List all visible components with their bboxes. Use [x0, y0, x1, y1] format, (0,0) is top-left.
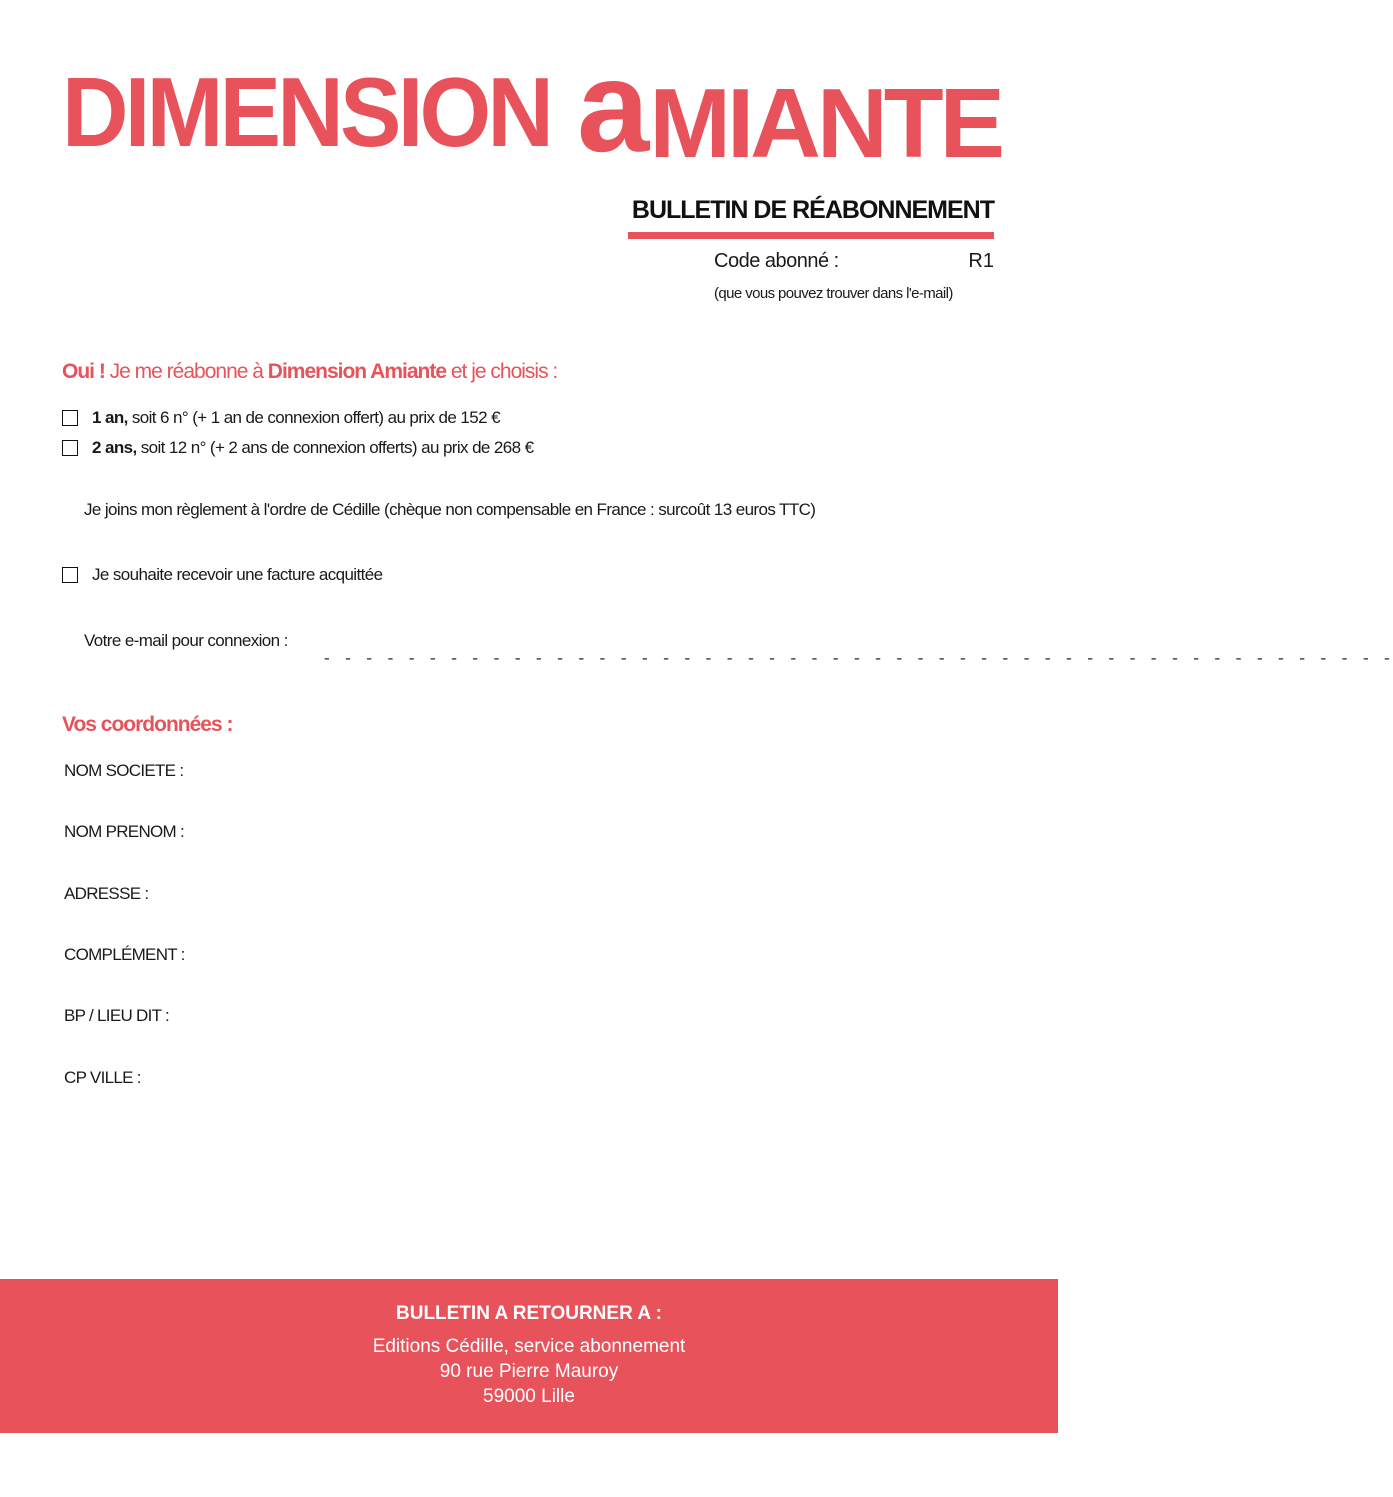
brand-word-dimension: DIMENSION: [62, 57, 551, 167]
option-1-year-checkbox[interactable]: [62, 410, 78, 426]
heading-tail: et je choisis :: [446, 360, 558, 383]
option-duration: 2 ans,: [92, 438, 137, 457]
brand-word-amiante: [577, 33, 1001, 179]
field-company-name: NOM SOCIETE :: [64, 761, 184, 780]
email-label: Votre e-mail pour connexion :: [84, 631, 288, 650]
brand-word-amiante-rest: MIANTE: [649, 68, 1001, 178]
brand-logo: [62, 33, 1001, 179]
heading-oui: Oui !: [62, 360, 105, 383]
option-duration: 1 an,: [92, 408, 128, 427]
heading-brand: Dimension Amiante: [267, 360, 447, 383]
option-1-year[interactable]: [62, 407, 500, 429]
subscriber-code-hint: (que vous pouvez trouver dans l'e-mail): [714, 285, 953, 302]
invoice-checkbox[interactable]: [62, 567, 78, 583]
field-po-box: BP / LIEU DIT :: [64, 1006, 170, 1025]
field-address: ADRESSE :: [64, 884, 149, 903]
title-underline: [628, 232, 994, 239]
invoice-option-label: Je souhaite recevoir une facture acquittée: [92, 565, 383, 584]
subscriber-code-label: Code abonné :: [714, 250, 839, 272]
footer-heading: BULLETIN A RETOURNER A :: [396, 1303, 662, 1324]
field-address-complement: COMPLÉMENT :: [64, 945, 185, 964]
footer-line-street: 90 rue Pierre Mauroy: [439, 1361, 619, 1382]
option-detail: soit 6 n° (+ 1 an de connexion offert) au prix de 152 €: [127, 408, 500, 427]
subscriber-code-value: R1: [968, 250, 994, 272]
email-input-line[interactable]: - - - - - - - - - - - - - - - - - - - - - - - - - - - - - - - - - - - - - - - - - - - - - - - - - - -: [322, 650, 1393, 668]
heading-mid: Je me réabonne à: [104, 360, 268, 383]
option-2-years[interactable]: [62, 437, 533, 459]
field-postcode-city: CP VILLE :: [64, 1068, 141, 1087]
invoice-option[interactable]: [62, 564, 382, 586]
option-label: [92, 408, 500, 428]
option-label: [92, 438, 533, 458]
document-title: BULLETIN DE RÉABONNEMENT: [631, 196, 994, 224]
coordinates-heading: Vos coordonnées :: [62, 713, 233, 736]
footer-line-city: 59000 Lille: [483, 1386, 575, 1407]
option-2-years-checkbox[interactable]: [62, 440, 78, 456]
option-detail: soit 12 n° (+ 2 ans de connexion offerts) au prix de 268 €: [136, 438, 534, 457]
footer-line-publisher: Editions Cédille, service abonnement: [372, 1336, 686, 1357]
payment-note: Je joins mon règlement à l'ordre de Cédille (chèque non compensable en France : surcoût 13 euros TTC): [84, 500, 816, 519]
brand-initial-a: a: [577, 33, 650, 179]
return-address-footer: [0, 1279, 1058, 1433]
field-full-name: NOM PRENOM :: [64, 822, 185, 841]
subscription-heading: [62, 360, 557, 384]
